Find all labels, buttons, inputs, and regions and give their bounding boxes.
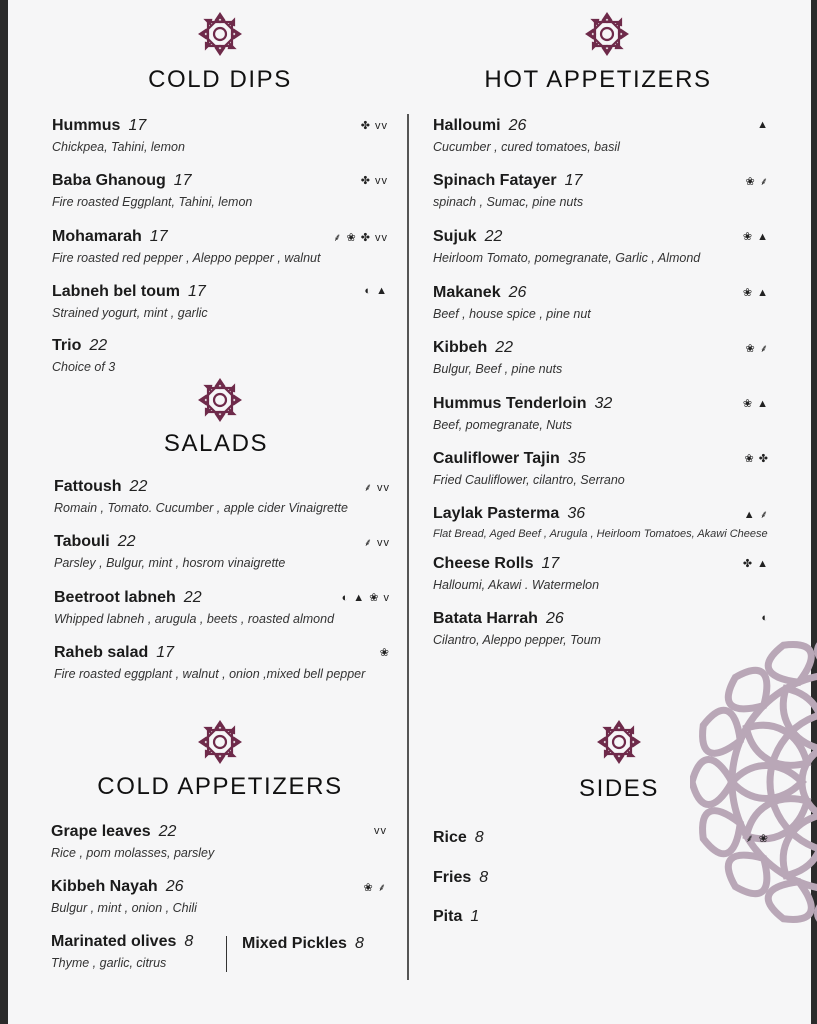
item-price: 17 <box>128 117 147 134</box>
menu-item-laylak-pasterma <box>433 505 769 540</box>
dietary-icons: ❀ ⸙ <box>363 882 387 894</box>
item-description: Halloumi, Akawi . Watermelon <box>433 578 600 592</box>
item-description: Beef, pomegranate, Nuts <box>433 418 572 432</box>
item-description: Bulgur , mint , onion , Chili <box>51 901 197 915</box>
item-price: 22 <box>183 589 202 606</box>
section-title-hot-appetizers: HOT APPETIZERS <box>484 66 712 93</box>
ornament-salads <box>198 378 242 422</box>
item-description: Fire roasted eggplant , walnut , onion ,mixed bell pepper <box>54 667 366 681</box>
item-price: 8 <box>184 933 194 950</box>
item-price: 22 <box>117 533 136 550</box>
dietary-icons: ⸙ ❀ <box>745 833 769 845</box>
dietary-icons: ◐ ▲ ❀ v <box>341 592 390 604</box>
item-name: Mixed Pickles <box>242 935 347 952</box>
menu-item-cauliflower-tajin <box>433 450 769 487</box>
item-name: Trio <box>52 337 82 354</box>
menu-item-rice <box>433 829 769 849</box>
item-price: 17 <box>564 172 583 189</box>
dietary-icons: ❀ ⸙ <box>745 176 769 188</box>
dietary-icons: ❀ ▲ <box>742 287 769 299</box>
menu-item-grape-leaves <box>51 823 387 860</box>
ornament-cold-appetizers <box>198 720 242 764</box>
item-price: 8 <box>354 935 364 952</box>
item-price: 22 <box>495 339 514 356</box>
item-price: 22 <box>129 478 148 495</box>
item-name: Fries <box>433 869 472 886</box>
menu-item-batata-harrah <box>433 610 769 647</box>
item-price: 26 <box>165 878 184 895</box>
menu-item-pita <box>433 908 633 928</box>
item-description: Flat Bread, Aged Beef , Arugula , Heirloom Tomatoes, Akawi Cheese <box>433 528 768 540</box>
menu-item-tabouli <box>54 533 390 570</box>
item-name: Makanek <box>433 284 501 301</box>
item-price: 8 <box>474 829 484 846</box>
item-price: 22 <box>484 228 503 245</box>
dietary-icons: ▲ <box>757 119 769 131</box>
ornament-sides <box>597 720 641 764</box>
item-description: Heirloom Tomato, pomegranate, Garlic , Almond <box>433 251 701 265</box>
item-price: 17 <box>149 228 168 245</box>
item-name: Marinated olives <box>51 933 177 950</box>
item-description: Strained yogurt, mint , garlic <box>52 306 208 320</box>
item-name: Kibbeh <box>433 339 488 356</box>
item-price: 36 <box>567 505 586 522</box>
dietary-icons: ✤ vv <box>360 175 388 187</box>
item-price: 17 <box>541 555 560 572</box>
item-description: Parsley , Bulgur, mint , hosrom vinaigrette <box>54 556 286 570</box>
section-title-salads: SALADS <box>163 430 269 457</box>
item-name: Kibbeh Nayah <box>51 878 158 895</box>
item-name: Hummus Tenderloin <box>433 395 587 412</box>
menu-item-hummus-tenderloin <box>433 395 769 432</box>
item-name: Labneh bel toum <box>52 283 180 300</box>
menu-item-raheb-salad <box>54 644 390 681</box>
inline-divider <box>226 936 227 972</box>
item-description: Romain , Tomato. Cucumber , apple cider Vinaigrette <box>54 501 348 515</box>
item-price: 35 <box>567 450 586 467</box>
item-name: Rice <box>433 829 467 846</box>
item-price: 17 <box>156 644 175 661</box>
item-name: Batata Harrah <box>433 610 538 627</box>
item-description: Beef , house spice , pine nut <box>433 307 591 321</box>
dietary-icons: ⸙ vv <box>363 482 390 494</box>
menu-item-mohamarah <box>52 228 388 265</box>
menu-item-cheese-rolls <box>433 555 769 592</box>
item-name: Pita <box>433 908 463 925</box>
item-price: 26 <box>545 610 564 627</box>
item-description: Fried Cauliflower, cilantro, Serrano <box>433 473 625 487</box>
item-name: Cheese Rolls <box>433 555 534 572</box>
item-price: 22 <box>158 823 177 840</box>
item-name: Fattoush <box>54 478 122 495</box>
menu-item-beetroot-labneh <box>54 589 390 626</box>
dietary-icons: ❀ ▲ <box>742 398 769 410</box>
dietary-icons: ❀ ▲ <box>742 231 769 243</box>
item-description: Cilantro, Aleppo pepper, Toum <box>433 633 601 647</box>
section-title-sides: SIDES <box>578 775 660 802</box>
item-name: Spinach Fatayer <box>433 172 557 189</box>
section-title-cold-dips: COLD DIPS <box>148 66 292 93</box>
menu-item-marinated-olives <box>51 933 221 970</box>
column-divider <box>407 114 409 980</box>
item-name: Cauliflower Tajin <box>433 450 560 467</box>
menu-item-mixed-pickles <box>242 935 392 955</box>
dietary-icons: ✤ vv <box>360 120 388 132</box>
item-name: Beetroot labneh <box>54 589 176 606</box>
menu-item-kibbeh <box>433 339 769 376</box>
menu-item-hummus <box>52 117 388 154</box>
menu-item-halloumi <box>433 117 769 154</box>
item-name: Mohamarah <box>52 228 142 245</box>
item-description: Thyme , garlic, citrus <box>51 956 167 970</box>
menu-item-trio <box>52 337 388 374</box>
item-price: 17 <box>188 283 206 300</box>
item-name: Halloumi <box>433 117 501 134</box>
menu-item-sujuk <box>433 228 769 265</box>
item-name: Grape leaves <box>51 823 151 840</box>
ornament-hot-appetizers <box>585 12 629 56</box>
item-price: 17 <box>173 172 192 189</box>
dietary-icons: ✤ ▲ <box>742 558 769 570</box>
menu-item-makanek <box>433 284 769 321</box>
dietary-icons: ❀ ⸙ <box>745 343 769 355</box>
item-description: Choice of 3 <box>52 360 116 374</box>
item-price: 22 <box>89 337 108 354</box>
ornament-cold-dips <box>198 12 242 56</box>
item-name: Raheb salad <box>54 644 149 661</box>
item-price: 26 <box>508 284 527 301</box>
item-name: Baba Ghanoug <box>52 172 166 189</box>
item-description: spinach , Sumac, pine nuts <box>433 195 584 209</box>
menu-item-fattoush <box>54 478 390 515</box>
item-price: 26 <box>508 117 527 134</box>
dietary-icons: ▲ ⸙ <box>743 509 769 521</box>
item-name: Laylak Pasterma <box>433 505 560 522</box>
item-description: Fire roasted Eggplant, Tahini, lemon <box>52 195 253 209</box>
mandala-decoration <box>690 632 817 932</box>
dietary-icons: ❀ <box>379 647 390 659</box>
section-title-cold-appetizers: COLD APPETIZERS <box>97 773 343 800</box>
menu-item-labneh-bel-toum <box>52 283 388 320</box>
menu-item-baba-ghanoug <box>52 172 388 209</box>
item-description: Fire roasted red pepper , Aleppo pepper , walnut <box>52 251 321 265</box>
item-price: 8 <box>479 869 489 886</box>
dietary-icons: ⸙ ❀ ✤ vv <box>333 232 388 244</box>
item-price: 1 <box>470 908 480 925</box>
dietary-icons: ◐ ▲ <box>364 285 388 297</box>
left-frame-edge <box>0 0 8 1024</box>
menu-item-kibbeh-nayah <box>51 878 387 915</box>
dietary-icons: ⸙ vv <box>363 537 390 549</box>
item-description: Whipped labneh , arugula , beets , roasted almond <box>54 612 335 626</box>
dietary-icons: ◐ <box>761 612 769 624</box>
dietary-icons: ❀ ✤ <box>744 453 769 465</box>
menu-item-spinach-fatayer <box>433 172 769 209</box>
item-description: Chickpea, Tahini, lemon <box>52 140 185 154</box>
item-price: 32 <box>594 395 613 412</box>
item-name: Sujuk <box>433 228 477 245</box>
item-description: Bulgur, Beef , pine nuts <box>433 362 563 376</box>
item-description: Rice , pom molasses, parsley <box>51 846 215 860</box>
item-name: Hummus <box>52 117 121 134</box>
menu-item-fries <box>433 869 633 889</box>
item-name: Tabouli <box>54 533 110 550</box>
dietary-icons: vv <box>374 825 387 837</box>
item-description: Cucumber , cured tomatoes, basil <box>433 140 620 154</box>
